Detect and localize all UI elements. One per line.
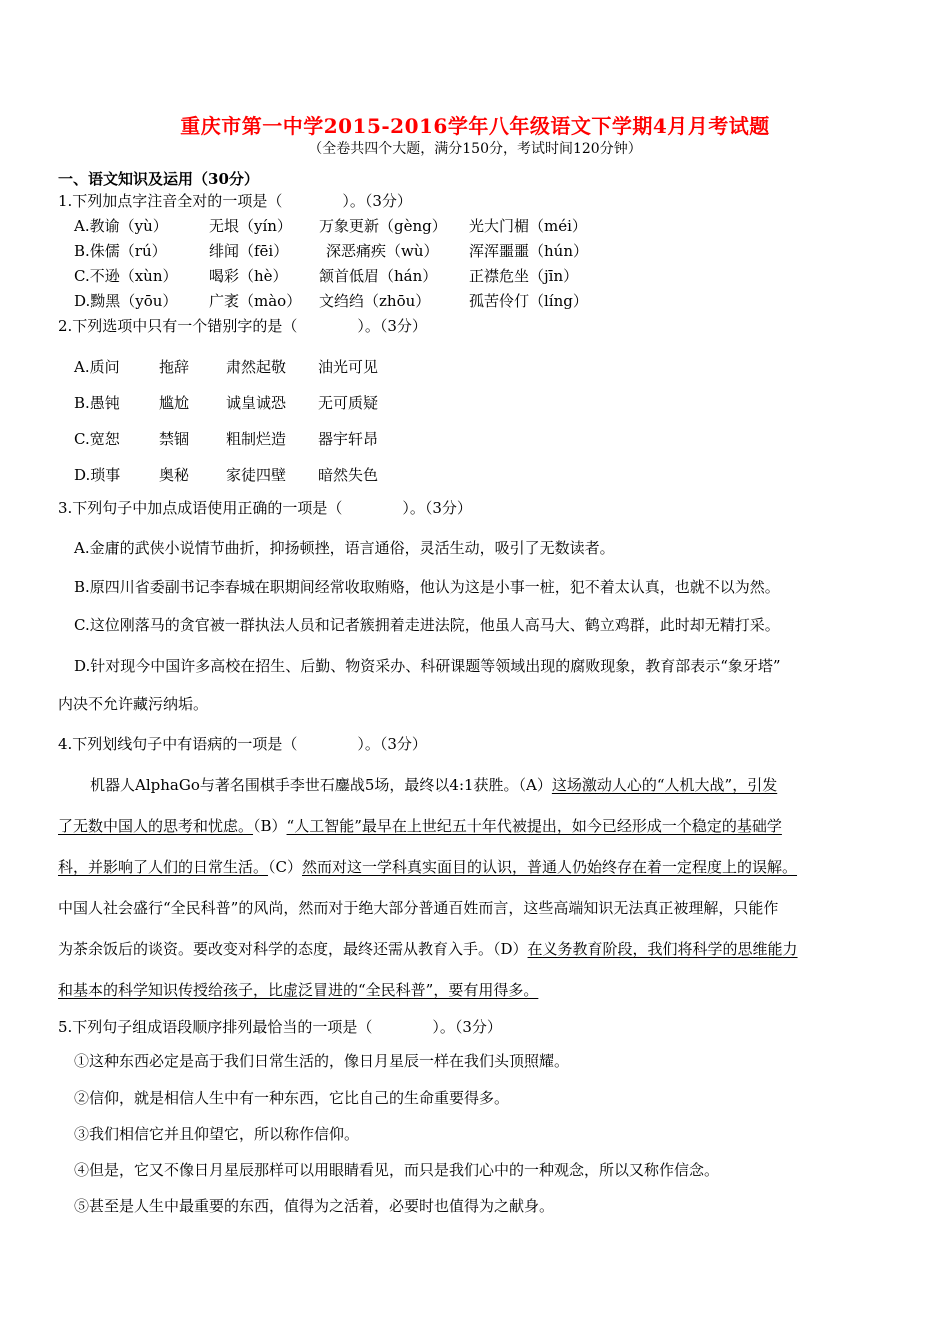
q4-passage-line — [58, 938, 798, 959]
q2-option: B.愚钝 — [74, 394, 120, 412]
q4-underlined-d: 和基本的科学知识传授给孩子，比虚泛冒进的“全民科普”，要有用得多。 — [58, 981, 539, 999]
q1-option: 正襟危坐（jīn） — [469, 267, 579, 285]
q4-passage-line — [90, 774, 777, 795]
q2-option: 无可质疑 — [318, 394, 379, 412]
section-heading: 一、语文知识及运用（30分） — [58, 170, 259, 188]
q2-option: A.质问 — [74, 358, 120, 376]
q1-option: 颔首低眉（hán） — [319, 267, 438, 285]
q5-item-1: ①这种东西必定是高于我们日常生活的，像日月星辰一样在我们头顶照耀。 — [74, 1052, 570, 1070]
q1-option: B.侏儒（rú） — [74, 242, 167, 260]
q2-option: 器宇轩昂 — [318, 430, 379, 448]
q2-option: 暗然失色 — [318, 466, 379, 484]
q4-underlined-b: 科，并影响了人们的日常生活。 — [58, 858, 269, 876]
q5-item-3: ③我们相信它并且仰望它，所以称作信仰。 — [74, 1125, 360, 1143]
q1-option: 深恶痛疾（wù） — [326, 242, 439, 260]
q4-passage-line: 中国人社会盛行“全民科普”的风尚，然而对于绝大部分普通百姓而言，这些高端知识无法真正被理解，只能作 — [58, 899, 779, 917]
q1-option: 喝彩（hè） — [209, 267, 288, 285]
q2-option: 禁锢 — [159, 430, 190, 448]
q4-underlined-d: 在义务教育阶段，我们将科学的思维能力 — [527, 940, 798, 958]
question-5-stem: 5.下列句子组成语段顺序排列最恰当的一项是（ ）。（3分） — [58, 1018, 502, 1036]
q2-option: C.宽恕 — [74, 430, 120, 448]
q2-option: D.琐事 — [74, 466, 121, 484]
q3-option-d-line2: 内决不允许藏污纳垢。 — [58, 695, 209, 713]
q1-option: 广袤（mào） — [209, 292, 302, 310]
q1-option: 无垠（yín） — [209, 217, 292, 235]
q3-option-c: C.这位刚落马的贪官被一群执法人员和记者簇拥着走进法院，他虽人高马大、鹤立鸡群，此时却无精打采。 — [74, 616, 780, 634]
question-4-stem: 4.下列划线句子中有语病的一项是（ ）。（3分） — [58, 735, 427, 753]
q4-passage-line — [58, 815, 782, 836]
q4-passage-line — [58, 856, 797, 877]
q2-option: 家徒四壁 — [226, 466, 287, 484]
q4-text: 为茶余饭后的谈资。要改变对科学的态度，最终还需从教育入手。（D） — [58, 940, 528, 958]
page-subtitle: （全卷共四个大题，满分150分，考试时间120分钟） — [308, 141, 642, 157]
q2-option: 油光可见 — [318, 358, 379, 376]
q5-item-4: ④但是，它又不像日月星辰那样可以用眼睛看见，而只是我们心中的一种观念，所以又称作信念。 — [74, 1161, 720, 1179]
question-2-stem: 2.下列选项中只有一个错别字的是（ ）。（3分） — [58, 317, 427, 335]
q2-option: 诚皇诚恐 — [226, 394, 287, 412]
q4-label-b: （B） — [253, 817, 287, 835]
q2-option: 奥秘 — [159, 466, 190, 484]
q1-option: 绯闻（fēi） — [209, 242, 289, 260]
q5-item-5: ⑤甚至是人生中最重要的东西，值得为之活着，必要时也值得为之献身。 — [74, 1197, 555, 1215]
q1-option: 文绉绉（zhōu） — [319, 292, 431, 310]
q4-label-c: （C） — [268, 858, 302, 876]
q4-underlined-a: 了无数中国人的思考和忧虑。 — [58, 817, 254, 835]
q2-option: 粗制烂造 — [226, 430, 287, 448]
q2-option: 拖辞 — [159, 358, 190, 376]
q4-underlined-b: “人工智能”最早在上世纪五十年代被提出，如今已经形成一个稳定的基础学 — [286, 817, 782, 835]
q2-option: 肃然起敬 — [226, 358, 287, 376]
q4-text: 机器人AlphaGo与著名围棋手李世石鏖战5场，最终以4:1获胜。（A） — [90, 776, 552, 794]
q3-option-d-line1: D.针对现今中国许多高校在招生、后勤、物资采办、科研课题等领域出现的腐败现象，教育部表示“象牙塔” — [74, 657, 781, 675]
question-3-stem: 3.下列句子中加点成语使用正确的一项是（ ）。（3分） — [58, 499, 472, 517]
q1-option: 光大门楣（méi） — [469, 217, 587, 235]
q1-option: 浑浑噩噩（hún） — [469, 242, 588, 260]
q1-option: 孤苦伶仃（líng） — [469, 292, 588, 310]
q4-underlined-c: 然而对这一学科真实面目的认识，普通人仍始终存在着一定程度上的误解。 — [302, 858, 798, 876]
q5-item-2: ②信仰，就是相信人生中有一种东西，它比自己的生命重要得多。 — [74, 1089, 510, 1107]
q2-option: 尴尬 — [159, 394, 190, 412]
q4-underlined-a: 这场激动人心的“人机大战”，引发 — [551, 776, 778, 794]
q1-option: D.黝黑（yōu） — [74, 292, 178, 310]
q1-option: A.教谕（yù） — [74, 217, 168, 235]
question-1-stem: 1.下列加点字注音全对的一项是（ ）。（3分） — [58, 192, 412, 210]
q4-passage-line — [58, 979, 538, 1000]
q3-option-a: A.金庸的武侠小说情节曲折，抑扬顿挫，语言通俗，灵活生动，吸引了无数读者。 — [74, 539, 615, 557]
q1-option: 万象更新（gèng） — [319, 217, 447, 235]
page-title: 重庆市第一中学2015-2016学年八年级语文下学期4月月考试题 — [180, 114, 770, 138]
q1-option: C.不逊（xùn） — [74, 267, 178, 285]
q3-option-b: B.原四川省委副书记李春城在职期间经常收取贿赂，他认为这是小事一桩，犯不着太认真，也就不以为然。 — [74, 578, 780, 596]
